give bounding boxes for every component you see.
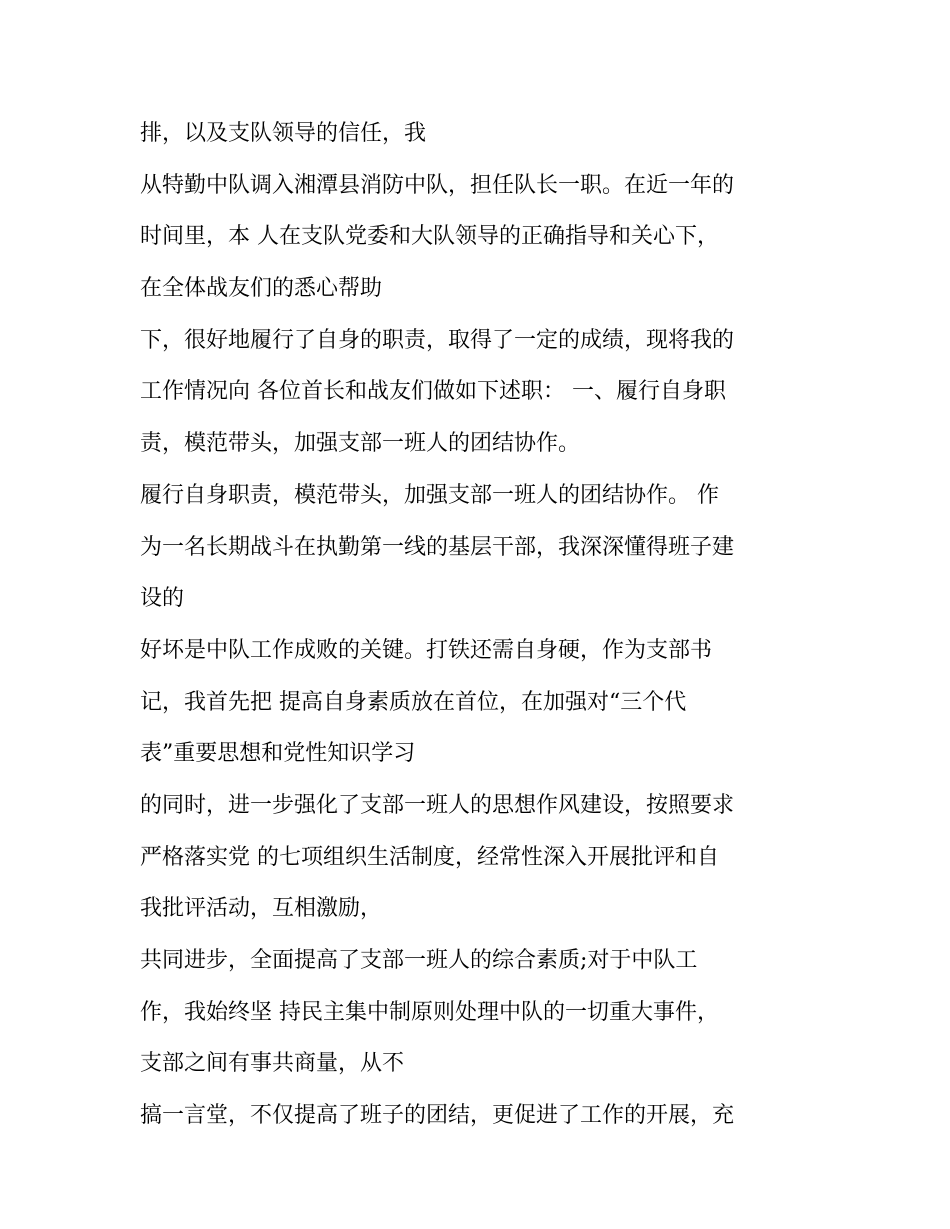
- text-line: 好坏是中队工作成败的关键。打铁还需自身硬，作为支部书: [140, 637, 713, 663]
- text-line: 的同时，进一步强化了支部一班人的思想作风建设，按照要求: [140, 792, 735, 818]
- text-line: 严格落实党 的七项组织生活制度，经常性深入开展批评和自: [140, 844, 719, 870]
- text-line: 支部之间有事共商量，从不: [140, 1051, 405, 1077]
- text-line: 工作情况向 各位首长和战友们做如下述职： 一、履行自身职: [140, 379, 726, 405]
- text-line: 时间里，本 人在支队党委和大队领导的正确指导和关心下，: [140, 224, 719, 250]
- text-line: 排，以及支队领导的信任，我: [140, 121, 427, 146]
- text-line: 记，我首先把 提高自身素质放在首位，在加强对“三个代: [140, 689, 687, 715]
- text-line: 表”重要思想和党性知识学习: [140, 741, 416, 767]
- text-line: 我批评活动，互相激励，: [140, 896, 383, 922]
- text-line: 为一名长期战斗在执勤第一线的基层干部，我深深懂得班子建: [140, 534, 735, 560]
- text-line: 下，很好地履行了自身的职责，取得了一定的成绩，现将我的: [140, 327, 735, 353]
- text-line: 搞一言堂，不仅提高了班子的团结，更促进了工作的开展，充: [140, 1103, 735, 1129]
- text-line: 作，我始终坚 持民主集中制原则处理中队的一切重大事件，: [140, 999, 719, 1025]
- text-line: 在全体战友们的悉心帮助: [140, 276, 383, 302]
- text-line: 履行自身职责，模范带头，加强支部一班人的团结协作。 作: [140, 482, 719, 508]
- text-line: 设的: [140, 586, 185, 612]
- text-line: 从特勤中队调入湘潭县消防中队，担任队长一职。在近一年的: [140, 172, 735, 198]
- document-body: [140, 108, 830, 1142]
- text-line: 责，模范带头，加强支部一班人的团结协作。: [140, 431, 581, 457]
- text-line: 共同进步，全面提高了支部一班人的综合素质;对于中队工: [140, 948, 698, 973]
